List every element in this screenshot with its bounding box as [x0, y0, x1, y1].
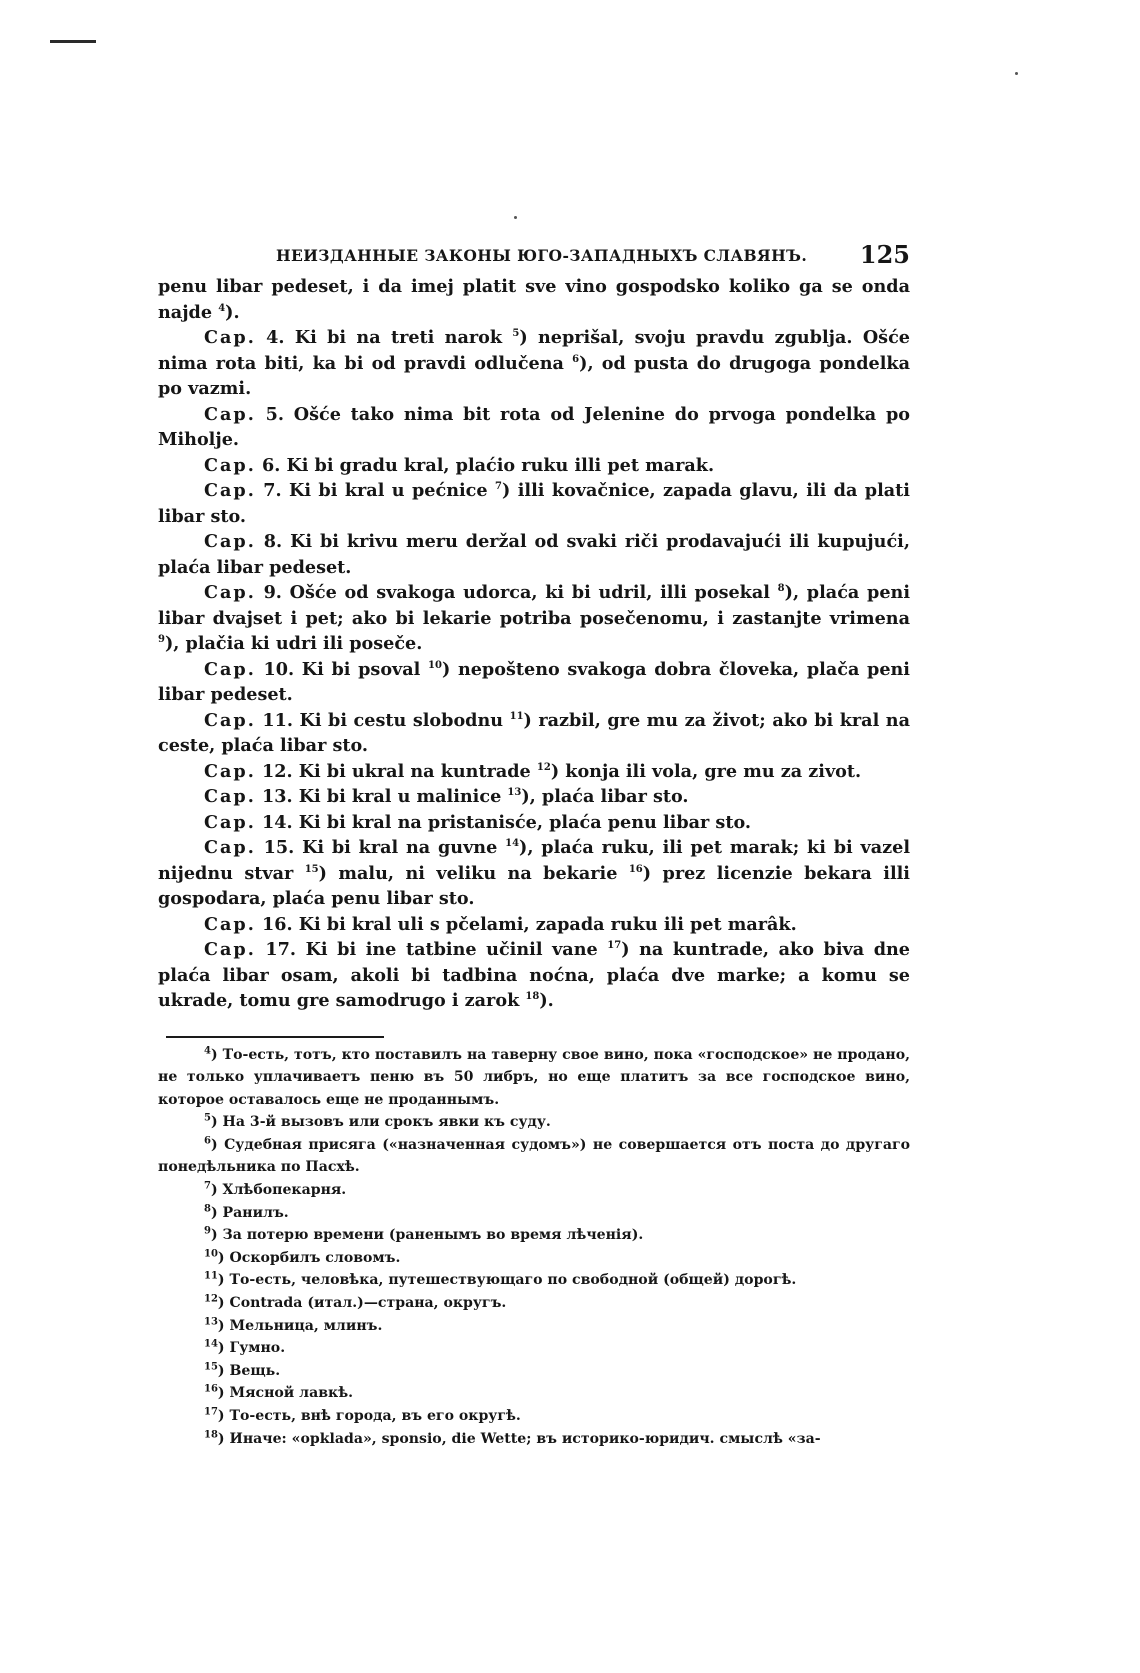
chapter-label: Cap.: [204, 939, 256, 960]
text-run: 14. Ki bi kral na pristanisće, plaća penu libar sto.: [255, 811, 751, 833]
paragraph: [158, 810, 910, 836]
text-run: 4. Ki bi na treti narok: [255, 327, 513, 348]
text-run: ).: [539, 990, 554, 1011]
paragraph: [158, 274, 910, 325]
footnote-marker: 5: [512, 328, 520, 340]
footnote-text: ) То-есть, человѣка, путешествующаго по свободной (общей) дорогѣ.: [217, 1272, 797, 1289]
chapter-label: Cap.: [204, 709, 256, 731]
footnote-number: 9: [204, 1225, 211, 1237]
text-run: ) malu, ni veliku na bekarie: [318, 862, 629, 884]
footnote-marker: 18: [525, 991, 540, 1003]
footnote-number: 10: [204, 1248, 218, 1260]
paragraph: [158, 325, 910, 402]
chapter-label: Cap.: [204, 786, 256, 807]
footnote-text: ) Contrada (итал.)—страна, округъ.: [217, 1295, 507, 1312]
paragraph: [158, 784, 910, 810]
text-run: 11. Ki bi cestu slobodnu: [255, 709, 510, 731]
paragraph: [158, 835, 910, 912]
footnote-text: ) Мельница, млинъ.: [217, 1317, 383, 1334]
footnote-number: 14: [204, 1338, 218, 1350]
paragraph: [158, 759, 910, 785]
text-run: ) konja ili vola, gre mu za zivot.: [550, 760, 862, 782]
footnote: [158, 1360, 910, 1383]
footnote-text: ) Ранилъ.: [210, 1204, 289, 1221]
footnote-number: 13: [204, 1315, 218, 1327]
chapter-label: Cap.: [204, 811, 256, 833]
paragraph: [158, 912, 910, 938]
footnote-text: ) Хлѣбопекарня.: [210, 1182, 347, 1199]
footnote-marker: 13: [507, 787, 522, 799]
chapter-label: Cap.: [204, 760, 256, 782]
footnote-text: ) На 3-й вызовъ или срокъ явки къ суду.: [210, 1114, 551, 1131]
footnote-text: ) Оскорбилъ словомъ.: [217, 1249, 401, 1266]
chapter-label: Cap.: [204, 327, 256, 348]
text-run: 13. Ki bi kral u malinice: [255, 786, 508, 807]
scan-edge-mark: [50, 40, 96, 43]
text-run: 6. Ki bi gradu kral, plaćio ruku illi pet marak.: [255, 454, 715, 476]
footnote: [158, 1292, 910, 1315]
footnote-number: 17: [204, 1406, 218, 1418]
text-run: ), od pusta do drugoga pondelka po vazmi.: [158, 352, 910, 399]
paragraph: [158, 657, 910, 708]
chapter-label: Cap.: [204, 837, 256, 858]
footnote: [158, 1224, 910, 1247]
chapter-label: Cap.: [204, 658, 256, 680]
footnote-marker: 16: [628, 863, 643, 875]
text-run: 15. Ki bi kral na guvne: [255, 837, 506, 858]
page-number: 125: [859, 240, 910, 269]
footnote-marker: 17: [607, 940, 622, 952]
footnote: [158, 1382, 910, 1405]
text-run: ) na kuntrade, ako biva dne plaća libar osam, akoli bi tadbina noćna, plaća dve marke; a komu se ukrade, tomu gre samodrugo i zarok: [158, 939, 910, 1011]
text-run: ) nepošteno svakoga dobra človeka, plača peni libar pedeset.: [158, 658, 910, 705]
scan-speck: [514, 216, 517, 219]
footnote-text: ) За потерю времени (раненымъ во время лѣченія).: [210, 1227, 644, 1244]
footnote-number: 11: [204, 1270, 218, 1282]
footnote: [158, 1179, 910, 1202]
footnote-number: 7: [204, 1180, 211, 1192]
paragraph: [158, 529, 910, 580]
footnote-text: ) Гумно.: [217, 1340, 286, 1357]
footnote-number: 12: [204, 1293, 218, 1305]
footnote: [158, 1202, 910, 1225]
footnote-number: 15: [204, 1361, 218, 1373]
footnote-marker: 11: [509, 710, 524, 722]
footnote-marker: 14: [505, 838, 520, 850]
text-run: 12. Ki bi ukral na kuntrade: [255, 760, 537, 782]
footnote-text: ) Вещь.: [217, 1362, 281, 1379]
paragraph: [158, 580, 910, 657]
footnote-number: 18: [204, 1428, 218, 1440]
text-run: ), plaća libar sto.: [521, 786, 689, 807]
footnote-marker: 12: [536, 761, 551, 773]
paragraph: [158, 937, 910, 1014]
footnote-text: ) Судебная присяга («назначенная судомъ») не совершается отъ поста до другаго понедѣльника по Пасхѣ.: [158, 1136, 910, 1176]
book-page: [158, 240, 910, 1450]
footnote-number: 6: [204, 1135, 211, 1147]
paragraph: [158, 708, 910, 759]
text-run: ).: [225, 301, 240, 323]
footnote-text: ) Иначе: «opklada», sponsio, die Wette; въ историко-юридич. смыслѣ «за-: [217, 1430, 821, 1447]
paragraph: [158, 453, 910, 479]
footnote-divider: [166, 1036, 384, 1038]
text-run: ), plaća peni libar dvajset i pet; ako bi lekarie potriba posečenomu, i zastanjte vrimena: [158, 582, 911, 629]
chapter-label: Cap.: [204, 582, 256, 603]
footnote: [158, 1044, 910, 1112]
chapter-label: Cap.: [204, 454, 256, 476]
footnote-marker: 4: [218, 302, 226, 314]
chapter-label: Cap.: [204, 480, 256, 501]
footnote-marker: 9: [158, 634, 165, 646]
text-run: 7. Ki bi kral u pećnice: [255, 480, 496, 501]
running-title: НЕИЗДАННЫЕ ЗАКОНЫ ЮГО-ЗАПАДНЫХЪ СЛАВЯНЪ.: [276, 246, 808, 265]
text-run: ) illi kovačnice, zapada glavu, ili da plati libar sto.: [158, 480, 910, 527]
footnote-marker: 10: [428, 659, 442, 671]
running-header: [158, 240, 910, 274]
footnote: [158, 1405, 910, 1428]
text-run: 17. Ki bi ine tatbine učinil vane: [255, 939, 608, 960]
footnote-marker: 7: [495, 481, 502, 493]
text-run: ), plačia ki udri ili poseče.: [164, 633, 423, 654]
text-run: 9. Ošće od svakoga udorca, ki bi udril, illi posekal: [255, 582, 778, 603]
text-run: 5. Ošće tako nima bit rota od Jelenine do prvoga pondelka po Miholje.: [158, 403, 910, 450]
footnotes: [158, 1044, 910, 1451]
footnote-marker: 8: [777, 583, 785, 595]
footnote: [158, 1269, 910, 1292]
footnote-number: 8: [204, 1202, 211, 1214]
main-text: [158, 274, 910, 1014]
text-run: 16. Ki bi kral uli s pčelami, zapada ruku ili pet marâk.: [255, 913, 797, 935]
paragraph: [158, 478, 910, 529]
footnote: [158, 1134, 910, 1179]
text-run: ) prez licenzie bekara illi gospodara, plaća penu libar sto.: [158, 862, 910, 909]
paragraph: [158, 402, 910, 453]
footnote: [158, 1247, 910, 1270]
footnote-text: ) То-есть, внѣ города, въ его округѣ.: [217, 1408, 521, 1424]
footnote-number: 4: [204, 1044, 211, 1056]
text-run: ) neprišal, svoju pravdu zgublja. Ošće nima rota biti, ka bi od pravdi odlučena: [158, 327, 910, 374]
footnote-marker: 6: [572, 353, 580, 365]
footnote: [158, 1315, 910, 1338]
text-run: 10. Ki bi psoval: [255, 658, 429, 680]
scan-speck: [1015, 72, 1018, 75]
footnote: [158, 1428, 910, 1451]
text-run: 8. Ki bi krivu meru deržal od svaki riči prodavajući ili kupujući, plaća libar pedeset.: [158, 531, 910, 578]
footnote-number: 5: [204, 1112, 211, 1124]
chapter-label: Cap.: [204, 531, 256, 552]
footnote-marker: 15: [304, 863, 319, 875]
footnote-number: 16: [204, 1383, 218, 1395]
footnote-text: ) То-есть, тотъ, кто поставилъ на таверну свое вино, пока «господское» не продано, не только уплачиваетъ пеню въ 50 либръ, но еще платитъ за все господское вино, которое оставалось еще не проданнымъ.: [158, 1046, 910, 1108]
text-run: penu libar pedeset, i da imej platit sve vino gospodsko koliko ga se onda najde: [158, 276, 910, 323]
text-run: ) razbil, gre mu za život; ako bi kral na ceste, plaća libar sto.: [158, 709, 910, 756]
chapter-label: Cap.: [204, 403, 256, 425]
footnote: [158, 1111, 910, 1134]
footnote-text: ) Мясной лавкѣ.: [217, 1385, 354, 1402]
text-run: ), plaća ruku, ili pet marak; ki bi vazel nijednu stvar: [158, 837, 910, 884]
footnote: [158, 1337, 910, 1360]
chapter-label: Cap.: [204, 913, 256, 935]
